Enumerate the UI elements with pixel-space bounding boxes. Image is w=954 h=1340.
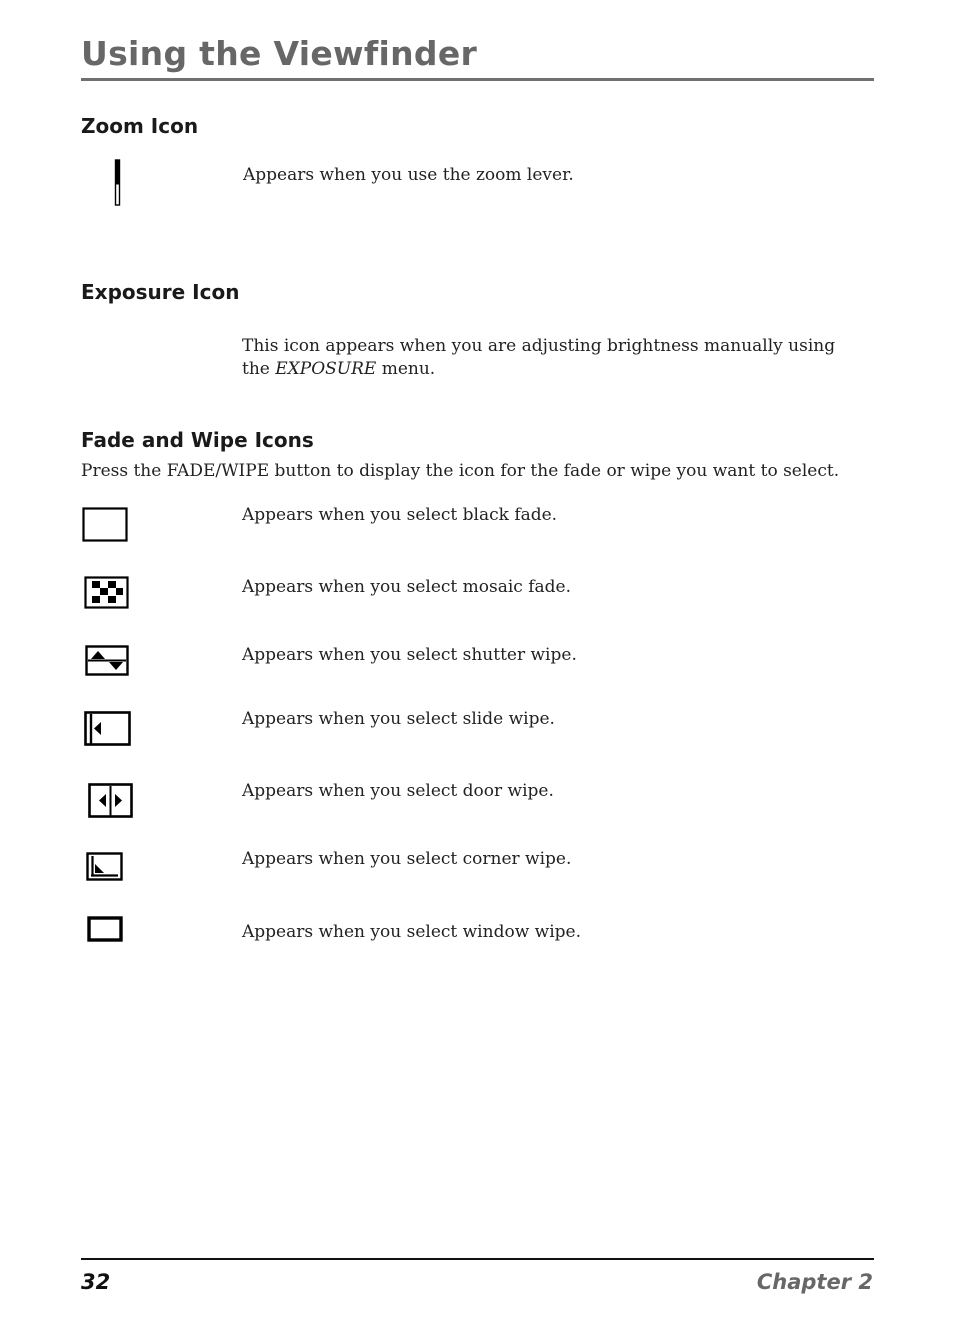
exposure-menu-name: EXPOSURE — [275, 358, 377, 379]
fade-wipe-intro: Press the FADE/WIPE button to display the icon for the fade or wipe you want to select. — [81, 461, 840, 481]
page-title: Using the Viewfinder — [81, 34, 478, 73]
list-item-desc: Appears when you select black fade. — [242, 505, 558, 525]
corner-wipe-icon — [86, 852, 124, 882]
exposure-icon-heading: Exposure Icon — [81, 280, 240, 304]
exposure-icon-desc — [242, 335, 862, 381]
list-item-desc: Appears when you select mosaic fade. — [242, 577, 571, 597]
list-item-desc: Appears when you select shutter wipe. — [242, 645, 577, 665]
slide-wipe-icon — [84, 711, 132, 747]
list-item-desc: Appears when you select window wipe. — [242, 922, 581, 942]
list-item-desc: Appears when you select door wipe. — [242, 781, 554, 801]
door-wipe-icon — [88, 783, 134, 819]
exposure-desc-text: This icon appears when you are adjusting brightness manually using the — [242, 336, 836, 379]
zoom-icon-desc: Appears when you use the zoom lever. — [243, 165, 574, 185]
window-wipe-icon — [87, 916, 123, 944]
title-rule — [81, 78, 874, 81]
page-number: 32 — [81, 1270, 111, 1294]
footer-rule — [81, 1258, 874, 1260]
black-fade-icon — [82, 507, 128, 543]
list-item-desc: Appears when you select slide wipe. — [242, 709, 555, 729]
fade-wipe-heading: Fade and Wipe Icons — [81, 428, 314, 452]
exposure-desc-end: menu. — [376, 358, 436, 379]
zoom-icon-heading: Zoom Icon — [81, 114, 199, 138]
shutter-wipe-icon — [85, 645, 129, 677]
chapter-label: Chapter 2 — [756, 1270, 873, 1294]
mosaic-fade-icon — [84, 576, 130, 610]
zoom-bar-icon — [114, 159, 122, 207]
list-item-desc: Appears when you select corner wipe. — [242, 849, 572, 869]
